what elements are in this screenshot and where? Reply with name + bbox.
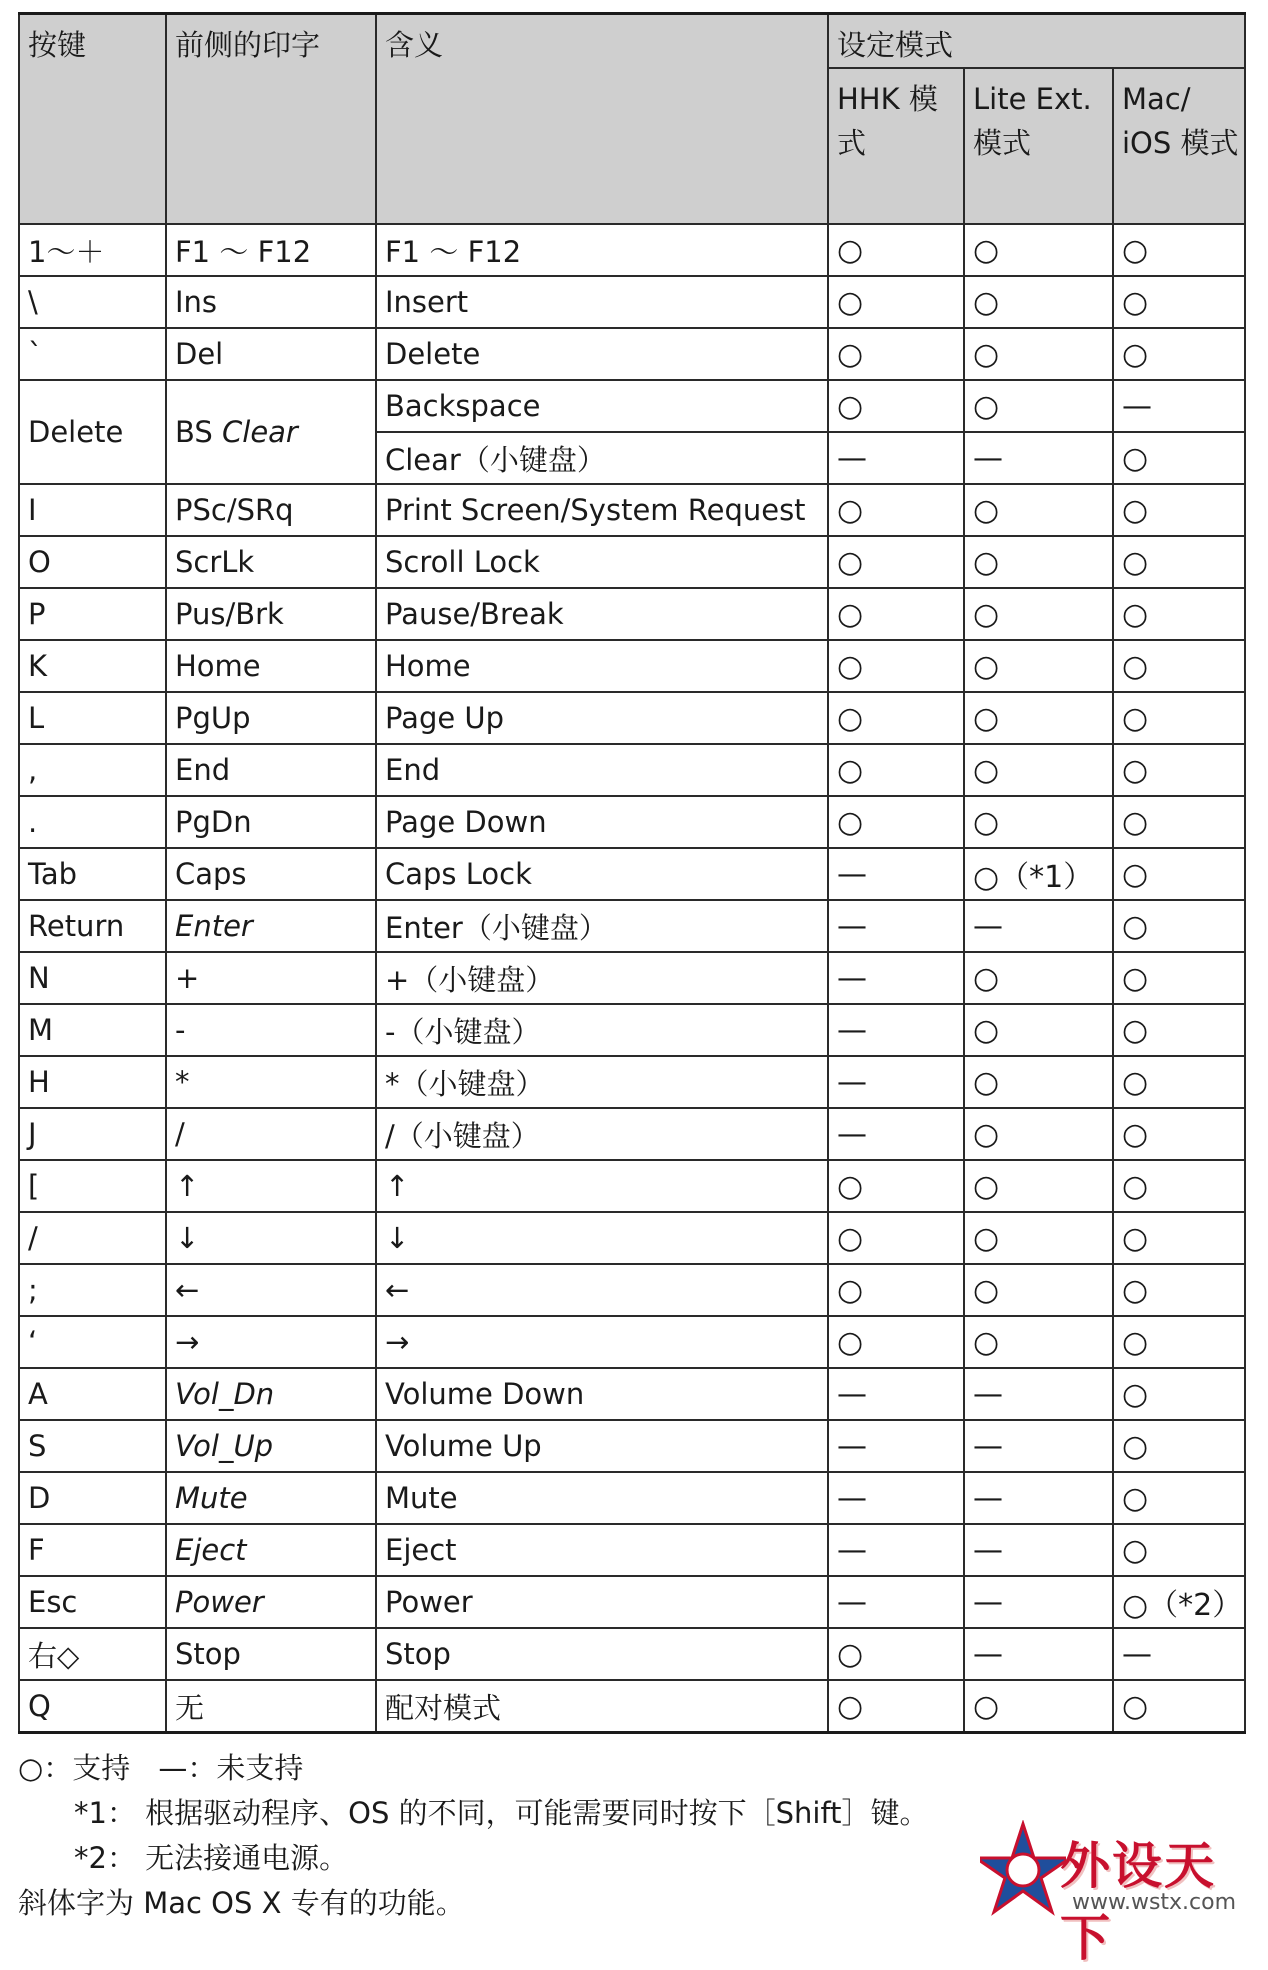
cell-hhk: — xyxy=(828,1056,964,1108)
cell-mac-ios: ○ xyxy=(1113,744,1245,796)
cell-key: , xyxy=(19,744,166,796)
cell-lite-ext: — xyxy=(964,1576,1113,1628)
footnote-2-text: 无法接通电源。 xyxy=(145,1841,349,1875)
cell-front-print xyxy=(166,1680,376,1733)
cell-hhk: ○ xyxy=(828,692,964,744)
cell-mac-ios: — xyxy=(1113,380,1245,432)
cell-mac-ios: ○ xyxy=(1113,1420,1245,1472)
table-row xyxy=(19,640,1245,692)
italic-note: 斜体字为 Mac OS X 专有的功能。 xyxy=(18,1886,465,1920)
cell-meaning: Insert xyxy=(376,276,828,328)
table-row xyxy=(19,796,1245,848)
table-row xyxy=(19,1576,1245,1628)
cell-meaning: Power xyxy=(376,1576,828,1628)
cell-hhk: — xyxy=(828,1576,964,1628)
front-print-text: Ins xyxy=(175,285,218,319)
front-print-text: Stop xyxy=(175,1637,241,1671)
cell-mac-ios: ○ xyxy=(1113,640,1245,692)
watermark-url: www.wstx.com xyxy=(1072,1890,1237,1915)
cell-hhk: ○ xyxy=(828,484,964,536)
cell-lite-ext: — xyxy=(964,1628,1113,1680)
cell-hhk: ○ xyxy=(828,328,964,380)
front-print-text: PSc/SRq xyxy=(175,493,294,527)
cell-front-print xyxy=(166,796,376,848)
cell-key: 右◇ xyxy=(19,1628,166,1680)
cell-lite-ext: ○ xyxy=(964,1680,1113,1733)
cell-key: Tab xyxy=(19,848,166,900)
cell-front-print xyxy=(166,952,376,1004)
cell-front-print xyxy=(166,380,376,484)
cell-mac-ios: ○ xyxy=(1113,328,1245,380)
cell-front-print xyxy=(166,640,376,692)
cell-lite-ext: ○ xyxy=(964,952,1113,1004)
footnote-1-label: *1： xyxy=(74,1796,136,1830)
cell-front-print xyxy=(166,1576,376,1628)
table-row xyxy=(19,1420,1245,1472)
cell-front-print xyxy=(166,536,376,588)
cell-front-print xyxy=(166,1316,376,1368)
table-body xyxy=(19,224,1245,1733)
cell-front-print xyxy=(166,276,376,328)
cell-mac-ios: ○ xyxy=(1113,1316,1245,1368)
cell-hhk: ○ xyxy=(828,796,964,848)
cell-mac-ios: ○ xyxy=(1113,588,1245,640)
legend-supported: ○：支持 xyxy=(18,1751,131,1785)
cell-lite-ext: — xyxy=(964,1524,1113,1576)
cell-key: I xyxy=(19,484,166,536)
cell-key: Return xyxy=(19,900,166,952)
cell-hhk: — xyxy=(828,848,964,900)
cell-front-print xyxy=(166,1212,376,1264)
header-front-print: 前侧的印字 xyxy=(166,14,376,225)
header-meaning: 含义 xyxy=(376,14,828,225)
cell-mac-ios: ○ xyxy=(1113,1056,1245,1108)
cell-mac-ios: ○ xyxy=(1113,536,1245,588)
cell-lite-ext: ○ xyxy=(964,744,1113,796)
cell-meaning: End xyxy=(376,744,828,796)
cell-mac-ios: ○ xyxy=(1113,224,1245,276)
front-print-text: - xyxy=(175,1013,186,1047)
table-row xyxy=(19,380,1245,432)
front-print-text: Home xyxy=(175,649,261,683)
cell-key: L xyxy=(19,692,166,744)
header-lite-ext-mode: Lite Ext. 模式 xyxy=(964,68,1113,224)
cell-mac-ios: — xyxy=(1113,1628,1245,1680)
table-row xyxy=(19,276,1245,328)
cell-key: D xyxy=(19,1472,166,1524)
cell-hhk: — xyxy=(828,952,964,1004)
cell-meaning: ↑ xyxy=(376,1160,828,1212)
cell-front-print xyxy=(166,1368,376,1420)
cell-meaning: Backspace xyxy=(376,380,828,432)
cell-lite-ext: ○ xyxy=(964,328,1113,380)
cell-meaning: Page Up xyxy=(376,692,828,744)
cell-mac-ios: ○ xyxy=(1113,1004,1245,1056)
cell-meaning: Caps Lock xyxy=(376,848,828,900)
cell-hhk: ○ xyxy=(828,1680,964,1733)
cell-key: ` xyxy=(19,328,166,380)
cell-front-print xyxy=(166,588,376,640)
cell-key: ‘ xyxy=(19,1316,166,1368)
table-row xyxy=(19,900,1245,952)
cell-lite-ext: ○ xyxy=(964,380,1113,432)
cell-key: M xyxy=(19,1004,166,1056)
cell-meaning: ← xyxy=(376,1264,828,1316)
cell-lite-ext: ○ xyxy=(964,1004,1113,1056)
cell-front-print xyxy=(166,1472,376,1524)
front-print-text: ← xyxy=(175,1273,200,1307)
cell-front-print xyxy=(166,1160,376,1212)
cell-front-print xyxy=(166,900,376,952)
watermark-logo xyxy=(980,1820,1250,1967)
front-print-text: Enter xyxy=(175,909,253,943)
front-print-text: / xyxy=(175,1117,185,1151)
cell-hhk: ○ xyxy=(828,536,964,588)
cell-key: H xyxy=(19,1056,166,1108)
front-print-text: F1 ～ F12 xyxy=(175,234,312,269)
cell-meaning: Volume Down xyxy=(376,1368,828,1420)
cell-meaning: F1 ～ F12 xyxy=(376,224,828,276)
front-print-text: ScrLk xyxy=(175,545,255,579)
cell-mac-ios: ○（*2） xyxy=(1113,1576,1245,1628)
cell-meaning: -（小键盘） xyxy=(376,1004,828,1056)
cell-hhk: ○ xyxy=(828,1264,964,1316)
front-print-text: Power xyxy=(175,1585,264,1619)
cell-lite-ext: — xyxy=(964,432,1113,484)
cell-hhk: — xyxy=(828,1472,964,1524)
cell-mac-ios: ○ xyxy=(1113,1108,1245,1160)
cell-meaning: /（小键盘） xyxy=(376,1108,828,1160)
cell-hhk: ○ xyxy=(828,380,964,432)
cell-mac-ios: ○ xyxy=(1113,1160,1245,1212)
table-row xyxy=(19,1368,1245,1420)
cell-lite-ext: ○ xyxy=(964,1316,1113,1368)
cell-key: K xyxy=(19,640,166,692)
header-mac-ios-mode: Mac/ iOS 模式 xyxy=(1113,68,1245,224)
cell-lite-ext: ○ xyxy=(964,536,1113,588)
table-row xyxy=(19,1628,1245,1680)
cell-mac-ios: ○ xyxy=(1113,1368,1245,1420)
cell-key: N xyxy=(19,952,166,1004)
cell-meaning: Page Down xyxy=(376,796,828,848)
table-row xyxy=(19,952,1245,1004)
cell-key: A xyxy=(19,1368,166,1420)
table-header xyxy=(19,14,1245,225)
table-row xyxy=(19,224,1245,276)
cell-meaning: Home xyxy=(376,640,828,692)
table-row xyxy=(19,1004,1245,1056)
footnote-1-text: 根据驱动程序、OS 的不同，可能需要同时按下［Shift］键。 xyxy=(145,1796,929,1830)
legend-symbols xyxy=(18,1746,1244,1791)
cell-hhk: ○ xyxy=(828,588,964,640)
cell-front-print xyxy=(166,224,376,276)
cell-mac-ios: ○ xyxy=(1113,692,1245,744)
cell-hhk: ○ xyxy=(828,1628,964,1680)
cell-hhk: ○ xyxy=(828,640,964,692)
cell-lite-ext: ○ xyxy=(964,1108,1113,1160)
cell-meaning: Scroll Lock xyxy=(376,536,828,588)
front-print-text: 无 xyxy=(175,1690,205,1725)
key-mapping-table xyxy=(18,12,1246,1734)
cell-key: [ xyxy=(19,1160,166,1212)
cell-lite-ext: — xyxy=(964,1472,1113,1524)
cell-lite-ext: ○ xyxy=(964,276,1113,328)
front-print-text: * xyxy=(175,1065,190,1099)
cell-mac-ios: ○ xyxy=(1113,1524,1245,1576)
header-mode: 设定模式 xyxy=(828,14,1245,69)
cell-lite-ext: ○ xyxy=(964,1056,1113,1108)
header-key: 按键 xyxy=(19,14,166,225)
table-row xyxy=(19,484,1245,536)
table-row xyxy=(19,744,1245,796)
cell-hhk: — xyxy=(828,1108,964,1160)
cell-hhk: — xyxy=(828,1368,964,1420)
front-print-text: ↓ xyxy=(175,1221,200,1255)
cell-meaning: *（小键盘） xyxy=(376,1056,828,1108)
front-print-text: + xyxy=(175,961,200,995)
legend-unsupported: —：未支持 xyxy=(158,1751,304,1785)
cell-lite-ext: ○ xyxy=(964,1264,1113,1316)
front-print-text: PgDn xyxy=(175,805,252,839)
cell-meaning: +（小键盘） xyxy=(376,952,828,1004)
cell-key: . xyxy=(19,796,166,848)
cell-mac-ios: ○ xyxy=(1113,276,1245,328)
cell-lite-ext: ○ xyxy=(964,588,1113,640)
cell-mac-ios: ○ xyxy=(1113,848,1245,900)
table-row xyxy=(19,1108,1245,1160)
star-emblem-icon xyxy=(980,1820,1066,1920)
table-row xyxy=(19,1524,1245,1576)
front-print-extra: Clear xyxy=(222,415,298,449)
cell-front-print xyxy=(166,1056,376,1108)
cell-lite-ext: — xyxy=(964,1420,1113,1472)
cell-front-print xyxy=(166,1004,376,1056)
cell-mac-ios: ○ xyxy=(1113,952,1245,1004)
cell-key: P xyxy=(19,588,166,640)
cell-lite-ext: ○ xyxy=(964,796,1113,848)
cell-hhk: ○ xyxy=(828,1316,964,1368)
cell-hhk: — xyxy=(828,1524,964,1576)
cell-meaning: ↓ xyxy=(376,1212,828,1264)
front-print-text: Del xyxy=(175,337,224,371)
cell-key: / xyxy=(19,1212,166,1264)
cell-hhk: — xyxy=(828,900,964,952)
front-print-text: BS xyxy=(175,415,213,449)
cell-key: Delete xyxy=(19,380,166,484)
cell-front-print xyxy=(166,1108,376,1160)
cell-front-print xyxy=(166,1264,376,1316)
front-print-text: End xyxy=(175,753,231,787)
cell-front-print xyxy=(166,328,376,380)
front-print-text: → xyxy=(175,1325,200,1359)
cell-hhk: — xyxy=(828,1420,964,1472)
header-hhk-mode: HHK 模式 xyxy=(828,68,964,224)
table-row xyxy=(19,1680,1245,1733)
cell-key: F xyxy=(19,1524,166,1576)
cell-key: Q xyxy=(19,1680,166,1733)
cell-lite-ext: ○ xyxy=(964,224,1113,276)
cell-hhk: ○ xyxy=(828,276,964,328)
table-row xyxy=(19,1160,1245,1212)
table-row xyxy=(19,1212,1245,1264)
cell-key: S xyxy=(19,1420,166,1472)
cell-meaning: Print Screen/System Request xyxy=(376,484,828,536)
footnote-2-label: *2： xyxy=(74,1841,136,1875)
cell-lite-ext: — xyxy=(964,900,1113,952)
cell-key: O xyxy=(19,536,166,588)
cell-meaning: Eject xyxy=(376,1524,828,1576)
table-row xyxy=(19,588,1245,640)
cell-hhk: ○ xyxy=(828,224,964,276)
cell-lite-ext: ○（*1） xyxy=(964,848,1113,900)
cell-meaning: Clear（小键盘） xyxy=(376,432,828,484)
table-row xyxy=(19,328,1245,380)
cell-lite-ext: ○ xyxy=(964,692,1113,744)
cell-front-print xyxy=(166,484,376,536)
front-print-text: Vol_Dn xyxy=(175,1377,275,1411)
table-row xyxy=(19,1316,1245,1368)
cell-key: J xyxy=(19,1108,166,1160)
cell-meaning: Delete xyxy=(376,328,828,380)
front-print-text: Vol_Up xyxy=(175,1429,274,1463)
front-print-text: Eject xyxy=(175,1533,247,1567)
cell-key: 1～＋ xyxy=(19,224,166,276)
cell-front-print xyxy=(166,1524,376,1576)
front-print-text: PgUp xyxy=(175,701,251,735)
table-row xyxy=(19,692,1245,744)
cell-key: Esc xyxy=(19,1576,166,1628)
watermark-brand: 外设天下 xyxy=(1060,1837,1216,1967)
front-print-text: Caps xyxy=(175,857,247,891)
cell-mac-ios: ○ xyxy=(1113,1264,1245,1316)
cell-front-print xyxy=(166,744,376,796)
cell-hhk: ○ xyxy=(828,1160,964,1212)
key-mapping-document xyxy=(18,12,1244,1926)
table-row xyxy=(19,1056,1245,1108)
cell-hhk: — xyxy=(828,432,964,484)
cell-lite-ext: ○ xyxy=(964,484,1113,536)
cell-mac-ios: ○ xyxy=(1113,1212,1245,1264)
cell-mac-ios: ○ xyxy=(1113,1472,1245,1524)
cell-front-print xyxy=(166,1420,376,1472)
cell-front-print xyxy=(166,692,376,744)
table-row xyxy=(19,536,1245,588)
cell-mac-ios: ○ xyxy=(1113,796,1245,848)
cell-key: \ xyxy=(19,276,166,328)
cell-lite-ext: ○ xyxy=(964,1160,1113,1212)
front-print-text: ↑ xyxy=(175,1169,200,1203)
cell-front-print xyxy=(166,1628,376,1680)
cell-mac-ios: ○ xyxy=(1113,432,1245,484)
front-print-text: Pus/Brk xyxy=(175,597,284,631)
table-row xyxy=(19,848,1245,900)
cell-mac-ios: ○ xyxy=(1113,484,1245,536)
cell-mac-ios: ○ xyxy=(1113,900,1245,952)
cell-meaning: Enter（小键盘） xyxy=(376,900,828,952)
front-print-text: Mute xyxy=(175,1481,248,1515)
table-row xyxy=(19,1264,1245,1316)
table-row xyxy=(19,1472,1245,1524)
cell-meaning: Stop xyxy=(376,1628,828,1680)
cell-meaning: Pause/Break xyxy=(376,588,828,640)
cell-meaning: 配对模式 xyxy=(376,1680,828,1733)
cell-hhk: — xyxy=(828,1004,964,1056)
cell-meaning: → xyxy=(376,1316,828,1368)
cell-lite-ext: ○ xyxy=(964,1212,1113,1264)
cell-mac-ios: ○ xyxy=(1113,1680,1245,1733)
cell-meaning: Volume Up xyxy=(376,1420,828,1472)
cell-hhk: ○ xyxy=(828,744,964,796)
cell-hhk: ○ xyxy=(828,1212,964,1264)
cell-meaning: Mute xyxy=(376,1472,828,1524)
cell-key: ; xyxy=(19,1264,166,1316)
cell-lite-ext: — xyxy=(964,1368,1113,1420)
cell-front-print xyxy=(166,848,376,900)
cell-lite-ext: ○ xyxy=(964,640,1113,692)
